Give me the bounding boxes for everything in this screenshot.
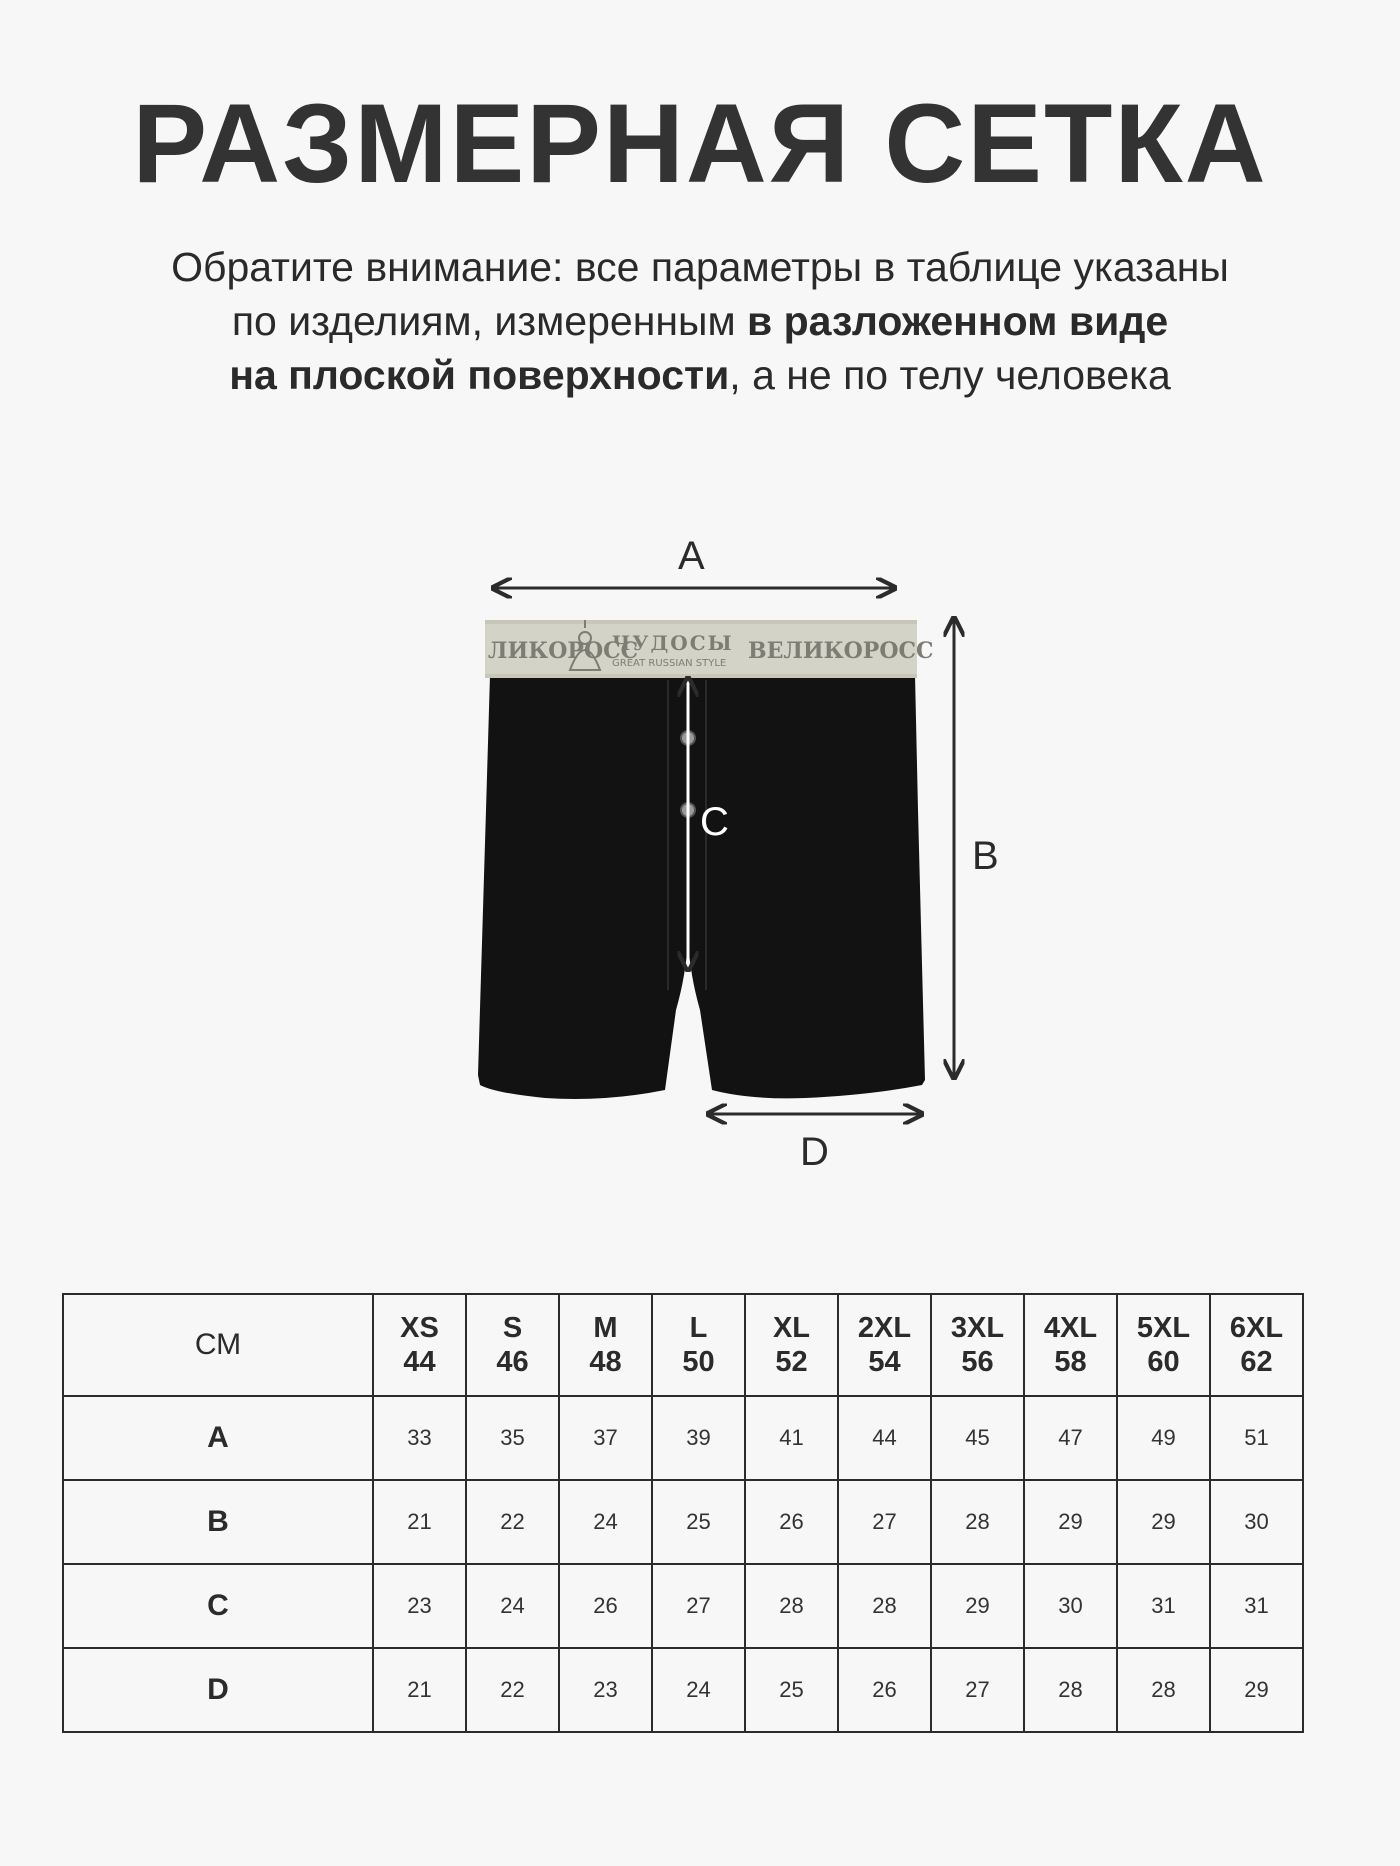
table-cell: 26 [838,1648,931,1732]
size-header [652,1294,745,1396]
table-cell: 29 [1024,1480,1117,1564]
table-cell: 23 [559,1648,652,1732]
row-label: B [63,1480,373,1564]
table-cell: 35 [466,1396,559,1480]
table-cell: 24 [652,1648,745,1732]
size-header [1024,1294,1117,1396]
waistband-text-center-bottom: GREAT RUSSIAN STYLE [612,658,727,669]
shorts-body [478,675,925,1099]
note-line-2-normal: по изделиям, измеренным [231,298,748,344]
size-header [559,1294,652,1396]
size-number: 50 [682,1346,715,1378]
table-cell: 22 [466,1648,559,1732]
table-cell: 21 [373,1648,466,1732]
table-cell: 28 [1117,1648,1210,1732]
table-cell: 27 [838,1480,931,1564]
size-letter: XL [772,1312,811,1344]
size-header [745,1294,838,1396]
table-cell: 28 [745,1564,838,1648]
table-cell: 30 [1024,1564,1117,1648]
size-letter: 6XL [1229,1312,1284,1344]
note-line-3-bold: на плоской поверхности [229,352,730,398]
size-number: 44 [403,1346,436,1378]
note-line-3-normal: , а не по телу человека [729,352,1171,398]
row-label: D [63,1648,373,1732]
dimension-label-b: B [972,834,999,878]
row-label: C [63,1564,373,1648]
table-cell: 23 [373,1564,466,1648]
table-cell: 45 [931,1396,1024,1480]
measurement-note [0,240,1400,402]
table-cell: 41 [745,1396,838,1480]
size-letter: XS [400,1312,439,1344]
table-cell: 28 [931,1480,1024,1564]
table-cell: 39 [652,1396,745,1480]
dimension-label-c: C [700,800,729,844]
table-cell: 30 [1210,1480,1303,1564]
size-letter: 4XL [1043,1312,1098,1344]
table-row-d [63,1648,1303,1732]
table-cell: 26 [559,1564,652,1648]
table-row-b [63,1480,1303,1564]
row-label: A [63,1396,373,1480]
table-cell: 29 [1117,1480,1210,1564]
unit-label: СМ [63,1294,373,1396]
size-number: 62 [1240,1346,1273,1378]
table-cell: 28 [1024,1648,1117,1732]
waistband-text-right: ВЕЛИКОРОСС [748,638,934,664]
size-number: 48 [589,1346,622,1378]
table-cell: 44 [838,1396,931,1480]
table-cell: 27 [931,1648,1024,1732]
size-number: 58 [1054,1346,1087,1378]
size-table [62,1293,1304,1733]
note-line-2-bold: в разложенном виде [747,298,1169,344]
waistband-text-center-top: ЧУДОСЫ [612,631,734,655]
table-cell: 21 [373,1480,466,1564]
table-cell: 33 [373,1396,466,1480]
table-cell: 25 [652,1480,745,1564]
size-header-row [63,1294,1303,1396]
table-cell: 47 [1024,1396,1117,1480]
table-cell: 24 [559,1480,652,1564]
table-cell: 29 [931,1564,1024,1648]
table-cell: 28 [838,1564,931,1648]
page-title: РАЗМЕРНАЯ СЕТКА [132,81,1268,206]
garment-diagram [0,520,1400,1180]
size-letter: M [593,1312,618,1344]
note-line-1: Обратите внимание: все параметры в таблице указаны [171,244,1229,290]
size-letter: L [689,1312,708,1344]
size-header [838,1294,931,1396]
size-number: 60 [1147,1346,1180,1378]
table-row-c [63,1564,1303,1648]
size-letter: 3XL [950,1312,1005,1344]
table-cell: 51 [1210,1396,1303,1480]
dimension-label-d: D [800,1130,829,1174]
size-number: 46 [496,1346,529,1378]
table-cell: 31 [1210,1564,1303,1648]
table-cell: 22 [466,1480,559,1564]
size-header [1117,1294,1210,1396]
table-cell: 31 [1117,1564,1210,1648]
dimension-label-a: A [678,534,705,578]
boxer-shorts-illustration [0,520,1400,1180]
size-header [931,1294,1024,1396]
size-number: 52 [775,1346,808,1378]
size-letter: S [502,1312,523,1344]
table-cell: 25 [745,1648,838,1732]
table-cell: 27 [652,1564,745,1648]
size-letter: 5XL [1136,1312,1191,1344]
table-cell: 26 [745,1480,838,1564]
size-header [466,1294,559,1396]
note-line-2 [0,294,1400,348]
table-cell: 37 [559,1396,652,1480]
note-line-3 [0,348,1400,402]
table-cell: 49 [1117,1396,1210,1480]
size-number: 54 [868,1346,901,1378]
size-header [373,1294,466,1396]
size-header [1210,1294,1303,1396]
size-number: 56 [961,1346,994,1378]
waistband-text-left: ЛИКОРОСС [488,638,639,664]
size-letter: 2XL [857,1312,912,1344]
table-cell: 24 [466,1564,559,1648]
table-cell: 29 [1210,1648,1303,1732]
table-row-a [63,1396,1303,1480]
